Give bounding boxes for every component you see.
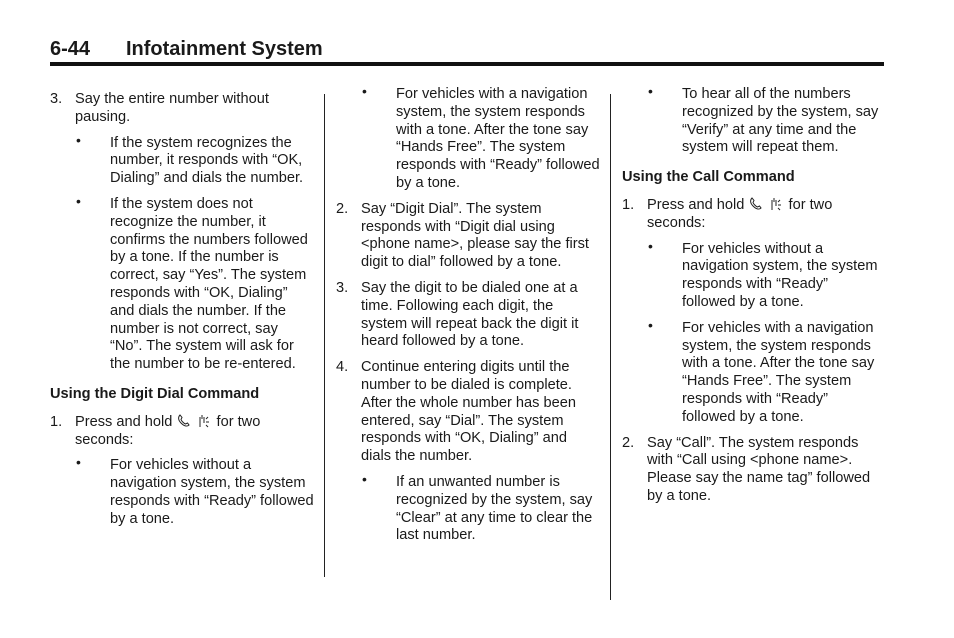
bullet-text: If the system recognizes the number, it responds with “OK, Dialing” and dials the number. <box>110 134 304 187</box>
step-number: 3. <box>336 279 349 296</box>
page-number: 6-44 <box>50 38 91 60</box>
step-text: Say the entire number without pausing. <box>75 91 269 125</box>
bullet-item <box>50 131 314 188</box>
bullet-text: For vehicles without a navigation system, the system responds with “Ready” followed by a tone. <box>682 240 878 310</box>
step-2 <box>336 201 600 272</box>
bullet-item <box>622 83 884 157</box>
bullet-glyph: • <box>648 83 653 99</box>
step-text-post: for two seconds: <box>647 196 833 231</box>
bullet-glyph: • <box>362 83 367 99</box>
bullet-item <box>622 237 884 312</box>
bullet-item <box>50 454 314 528</box>
step-number: 2. <box>336 200 349 217</box>
step-text: Say the digit to be dialed one at a time. Following each digit, the system will repeat back the digit it heard followed by a tone. <box>361 279 579 350</box>
voice-speaking-icon <box>769 197 783 211</box>
phone-handset-icon <box>177 414 191 428</box>
bullet-glyph: • <box>648 316 653 333</box>
bullet-item <box>622 316 884 427</box>
step-3 <box>50 91 314 127</box>
bullet-glyph: • <box>362 470 367 487</box>
column-3 <box>622 83 884 514</box>
phone-handset-icon <box>749 197 763 211</box>
step-3 <box>336 280 600 351</box>
header-rule <box>50 62 884 66</box>
subheading-digit-dial: Using the Digit Dial Command <box>50 385 260 402</box>
step-number: 1. <box>622 196 635 213</box>
bullet-glyph: • <box>76 192 81 209</box>
step-text-pre: Press and hold <box>647 196 745 213</box>
bullet-glyph: • <box>76 131 81 148</box>
bullet-item <box>336 470 600 545</box>
section-title: Infotainment System <box>126 38 323 60</box>
bullet-text: For vehicles with a navigation system, the system responds with a tone. After the tone say “Hands Free”. The system responds with “Ready” followed by a tone. <box>396 86 600 191</box>
bullet-text: For vehicles without a navigation system, the system responds with “Ready” followed by a tone. <box>110 457 314 527</box>
bullet-glyph: • <box>648 237 653 254</box>
step-number: 3. <box>50 91 63 107</box>
bullet-glyph: • <box>76 454 81 471</box>
bullet-text: If the system does not recognize the number, it confirms the numbers followed by a tone. If the number is correct, say “Yes”. The system responds with “OK, Dialing” and dials the number. If the number is not correct, say “No”. The system will ask for the number to be re-entered. <box>110 195 308 373</box>
step-1 <box>622 197 884 233</box>
step-number: 4. <box>336 359 349 376</box>
voice-speaking-icon <box>197 414 211 428</box>
step-1 <box>50 414 314 450</box>
step-text: Continue entering digits until the number to be dialed is complete. After the whole number has been entered, say “Dial”. The system responds with “OK, Dialing” and dials the number. <box>361 359 576 465</box>
column-divider <box>324 94 325 577</box>
bullet-item <box>50 192 314 374</box>
bullet-text: For vehicles with a navigation system, the system responds with a tone. After the tone say “Hands Free”. The system responds with “Ready” followed by a tone. <box>682 319 875 425</box>
column-divider <box>610 94 611 600</box>
step-4 <box>336 359 600 466</box>
step-text-pre: Press and hold <box>75 413 173 430</box>
step-number: 2. <box>622 434 635 451</box>
step-text: Say “Digit Dial”. The system responds with “Digit dial using <phone name>, please say the first digit to dial” followed by a tone. <box>361 200 589 271</box>
bullet-item <box>336 83 600 193</box>
step-2 <box>622 435 884 506</box>
bullet-text: To hear all of the numbers recognized by the system, say “Verify” at any time and the system will repeat them. <box>682 86 879 156</box>
subheading-call: Using the Call Command <box>622 169 795 186</box>
step-text-post: for two seconds: <box>75 413 261 448</box>
step-text: Say “Call”. The system responds with “Call using <phone name>. Please say the name tag” followed by a tone. <box>647 434 871 504</box>
bullet-text: If an unwanted number is recognized by the system, say “Clear” at any time to clear the last number. <box>396 473 593 544</box>
column-1 <box>50 91 314 537</box>
step-number: 1. <box>50 413 63 430</box>
column-2 <box>336 83 600 553</box>
